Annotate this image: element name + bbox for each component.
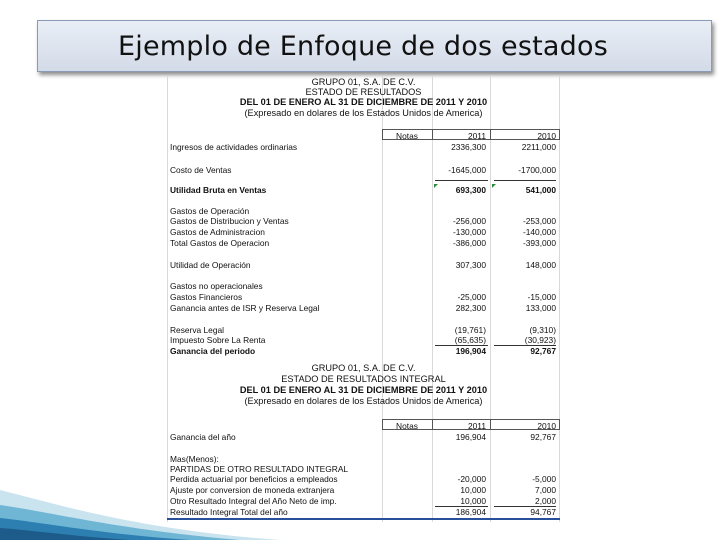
row-label: Ganancia del periodo xyxy=(170,346,256,356)
row-label: Utilidad de Operación xyxy=(170,260,251,270)
row-2011: 10,000 xyxy=(460,496,486,506)
row-2011: (19,761) xyxy=(454,325,486,335)
row-label: Ingresos de actividades ordinarias xyxy=(170,142,298,152)
row-2010: (9,310) xyxy=(529,325,556,335)
row-label: Resultado Integral Total del año xyxy=(170,507,288,517)
row-2010: 7,000 xyxy=(535,485,556,495)
row-label: Ganancia del año xyxy=(170,432,236,442)
table-row xyxy=(167,303,560,313)
row-label: Gastos de Administracion xyxy=(170,227,265,237)
s2-currency: (Expresado en dolares de los Estados Unidos de America) xyxy=(244,396,483,406)
s1-col-2010: 2010 xyxy=(537,131,556,141)
row-2010: 94,767 xyxy=(530,507,556,517)
row-2011: 196,904 xyxy=(455,432,486,442)
row-2010: -140,000 xyxy=(522,227,556,237)
s1-column-headers xyxy=(167,131,560,141)
table-row xyxy=(167,238,560,248)
s1-col-2011: 2011 xyxy=(467,131,486,141)
row-label: Otro Resultado Integral del Año Neto de imp. xyxy=(170,496,337,506)
slide-title: Ejemplo de Enfoque de dos estados xyxy=(118,31,608,62)
slide-title-box xyxy=(37,20,712,72)
table-row xyxy=(167,165,560,175)
table-row xyxy=(167,281,560,291)
table-row xyxy=(167,206,560,216)
row-2011: -256,000 xyxy=(452,216,486,226)
row-2011: -25,000 xyxy=(457,292,486,302)
table-row xyxy=(167,227,560,237)
table-row xyxy=(167,292,560,302)
row-label: Gastos de Operación xyxy=(170,206,250,216)
row-label: PARTIDAS DE OTRO RESULTADO INTEGRAL xyxy=(170,464,349,474)
row-2011: -386,000 xyxy=(452,238,486,248)
row-2010: 148,000 xyxy=(525,260,556,270)
table-row xyxy=(167,325,560,335)
row-label: Impuesto Sobre La Renta xyxy=(170,335,266,345)
row-label: Reserva Legal xyxy=(170,325,225,335)
row-2010: 92,767 xyxy=(530,346,556,356)
row-2011: 2336,300 xyxy=(451,142,486,152)
row-label: Costo de Ventas xyxy=(170,165,232,175)
table-row xyxy=(167,335,560,345)
s1-period: DEL 01 DE ENERO AL 31 DE DICIEMBRE DE 2011 Y 2010 xyxy=(239,97,488,107)
table-row xyxy=(167,260,560,270)
row-2010: -393,000 xyxy=(522,238,556,248)
table-row xyxy=(167,346,560,356)
row-2010: 2211,000 xyxy=(521,142,556,152)
row-label: Gastos no operacionales xyxy=(170,281,263,291)
row-2011: 186,904 xyxy=(455,507,486,517)
table-row xyxy=(167,185,560,195)
row-label: Gastos de Distribucion y Ventas xyxy=(170,216,289,226)
s2-title: ESTADO DE RESULTADOS INTEGRAL xyxy=(281,374,446,384)
row-2010: -5,000 xyxy=(532,474,556,484)
s2-column-headers xyxy=(167,421,560,431)
row-label: Ajuste por conversion de moneda extranjera xyxy=(170,485,335,495)
row-2010: 541,000 xyxy=(525,185,556,195)
row-2011: -1645,000 xyxy=(448,165,486,175)
row-label: Perdida actuarial por beneficios a empleados xyxy=(170,474,338,484)
row-2010: 92,767 xyxy=(530,432,556,442)
row-2010: 2,000 xyxy=(535,496,556,506)
decorative-wave xyxy=(0,450,280,540)
s2-col-2010: 2010 xyxy=(537,421,556,431)
row-2010: -1700,000 xyxy=(518,165,556,175)
row-2011: 196,904 xyxy=(455,346,486,356)
s2-col-notes: Notas xyxy=(396,421,418,431)
row-2010: (30,923) xyxy=(524,335,556,345)
s2-period: DEL 01 DE ENERO AL 31 DE DICIEMBRE DE 2011 Y 2010 xyxy=(239,385,488,395)
row-2010: 133,000 xyxy=(525,303,556,313)
row-2011: -20,000 xyxy=(457,474,486,484)
s1-col-notes: Notas xyxy=(396,131,418,141)
row-2011: 10,000 xyxy=(460,485,486,495)
s2-company: GRUPO 01, S.A. DE C.V. xyxy=(311,363,416,373)
row-2011: 307,300 xyxy=(455,260,486,270)
table-row xyxy=(167,216,560,226)
table-row xyxy=(167,432,560,442)
row-2011: (65,635) xyxy=(454,335,486,345)
s2-col-2011: 2011 xyxy=(467,421,486,431)
row-label: Mas(Menos): xyxy=(170,454,219,464)
s1-company: GRUPO 01, S.A. DE C.V. xyxy=(311,77,416,87)
s1-title: ESTADO DE RESULTADOS xyxy=(305,87,422,97)
row-2011: 282,300 xyxy=(455,303,486,313)
row-2010: -15,000 xyxy=(527,292,556,302)
row-2010: -253,000 xyxy=(522,216,556,226)
table-row xyxy=(167,142,560,152)
row-label: Gastos Financieros xyxy=(170,292,243,302)
row-label: Total Gastos de Operacion xyxy=(170,238,270,248)
row-label: Ganancia antes de ISR y Reserva Legal xyxy=(170,303,320,313)
row-2011: -130,000 xyxy=(452,227,486,237)
row-2011: 693,300 xyxy=(455,185,486,195)
s1-currency: (Expresado en dolares de los Estados Unidos de America) xyxy=(244,108,483,118)
row-label: Utilidad Bruta en Ventas xyxy=(170,185,267,195)
